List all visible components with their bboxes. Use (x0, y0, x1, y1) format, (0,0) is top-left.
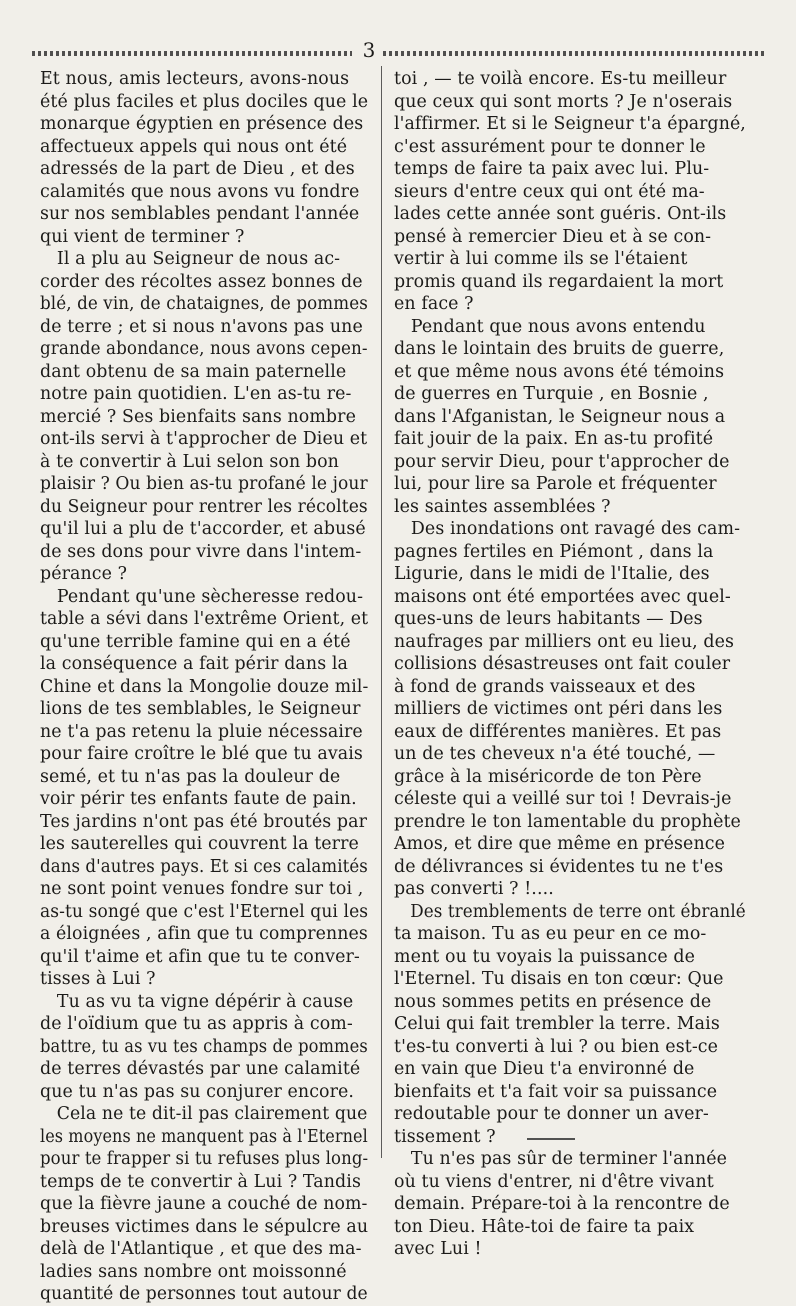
text-line: qu'une terrible famine qui en a été (40, 631, 351, 652)
text-line: la conséquence a fait périr dans la (40, 654, 348, 674)
text-line: dant obtenu de sa main paternelle (40, 361, 347, 382)
text-line: de terres dévastés par une calamité (40, 1059, 361, 1079)
text-line: l'Eternel. Tu disais en ton cœur: Que (394, 969, 724, 989)
page-number: 3 (362, 38, 376, 62)
text-line: tissement ? (394, 1126, 496, 1147)
text-line: bienfaits et t'a fait voir sa puissance (394, 1081, 718, 1102)
text-line: maisons ont été emportées avec quel- (394, 586, 731, 607)
text-line: voir périr tes enfants faute de pain. (40, 789, 357, 809)
text-line: Tu n'es pas sûr de terminer l'année (394, 1149, 727, 1169)
text-line: blé, de vin, de chataignes, de pommes (40, 294, 368, 314)
end-rule (527, 1138, 575, 1140)
text-line: ques-uns de leurs habitants — Des (394, 609, 703, 629)
text-line: où tu viens d'entrer, ni d'être vivant (394, 1171, 714, 1192)
text-line: grande abondance, nous avons cepen- (40, 339, 368, 359)
text-line: en face ? (394, 294, 474, 314)
text-line: Tes jardins n'ont pas été broutés par (40, 811, 367, 832)
text-line: du Seigneur pour rentrer les récoltes (40, 496, 368, 517)
text-line: un de tes cheveux n'a été touché, — (394, 744, 716, 764)
text-line: temps de te convertir à Lui ? Tandis (40, 1171, 361, 1192)
text-line: Des inondations ont ravagé des cam- (394, 519, 741, 539)
text-line: plaisir ? Ou bien as-tu profané le jour (40, 474, 368, 494)
text-line: dans l'Afganistan, le Seigneur nous a (394, 406, 726, 427)
text-line: de délivrances si évidentes tu ne t'es (394, 856, 724, 877)
text-line: promis quand ils regardaient la mort (394, 271, 724, 292)
text-line: redoutable pour te donner un aver- (394, 1104, 709, 1124)
text-line: eaux de différentes manières. Et pas (394, 721, 722, 742)
text-line: fait jouir de la paix. En as-tu profité (394, 429, 714, 449)
text-line: grâce à la miséricorde de ton Père (394, 766, 702, 787)
left-column (40, 68, 368, 1306)
text-line: de l'oïdium que tu as appris à com- (40, 1014, 353, 1034)
text-line: notre pain quotidien. L'en as-tu re- (40, 384, 352, 404)
text-line: mercié ? Ses bienfaits sans nombre (40, 406, 356, 427)
text-line: quantité de personnes tout autour de (40, 1284, 368, 1304)
text-line: sur nos semblables pendant l'année (40, 204, 360, 224)
text-line: semé, et tu n'as pas la douleur de (40, 766, 341, 787)
text-line: dans le lointain des bruits de guerre, (394, 339, 725, 359)
text-line: qu'il lui a plu de t'accorder, et abusé (40, 519, 366, 539)
text-line: nous sommes petits en présence de (394, 991, 712, 1012)
text-line: pérance ? (40, 564, 128, 584)
text-line: demain. Prépare-toi à la rencontre de (394, 1194, 730, 1214)
text-line: c'est assurément pour te donner le (394, 136, 706, 157)
text-line: monarque égyptien en présence des (40, 114, 364, 134)
text-line: Amos, et dire que même en présence (394, 834, 725, 854)
text-line: ne sont point venues fondre sur toi , (40, 879, 364, 899)
text-line: Pendant qu'une sècheresse redou- (40, 586, 364, 607)
text-line: breuses victimes dans le sépulcre au (40, 1216, 369, 1237)
text-line: qu'il t'aime et afin que tu te conver- (40, 946, 360, 967)
text-line: tisses à Lui ? (40, 969, 156, 989)
text-line: corder des récoltes assez bonnes de (40, 271, 363, 292)
text-line: et que même nous avons été témoins (394, 361, 725, 382)
text-line: prendre le ton lamentable du prophète (394, 811, 741, 832)
text-line: Celui qui fait trembler la terre. Mais (394, 1014, 720, 1034)
text-line: les moyens ne manquent pas à l'Eternel (40, 1126, 368, 1147)
text-line: lions de tes semblables, le Seigneur (40, 699, 361, 719)
text-line: de guerres en Turquie , en Bosnie , (394, 384, 709, 404)
text-line: affectueux appels qui nous ont été (40, 136, 348, 157)
text-line: as-tu songé que c'est l'Eternel qui les (40, 901, 369, 922)
text-line: pagnes fertiles en Piémont , dans la (394, 541, 714, 562)
header-rule-right (383, 51, 767, 56)
text-line: vertir à lui comme ils se l'étaient (394, 249, 688, 269)
text-line: que la fièvre jaune a couché de nom- (40, 1194, 368, 1214)
text-line: ment ou tu voyais la puissance de (394, 946, 695, 967)
text-line: temps de faire ta paix avec lui. Plu- (394, 159, 710, 179)
text-line: milliers de victimes ont péri dans les (394, 699, 723, 719)
text-line: pensé à remercier Dieu et à se con- (394, 226, 712, 247)
text-line: en vain que Dieu t'a environné de (394, 1059, 695, 1079)
text-line: naufrages par milliers ont eu lieu, des (394, 631, 735, 652)
text-line: delà de l'Atlantique , et que des ma- (40, 1239, 362, 1259)
text-line: adressés de la part de Dieu , et des (40, 159, 355, 179)
text-line: ladies sans nombre ont moissonné (40, 1261, 347, 1282)
text-line: Tu as vu ta vigne dépérir à cause (40, 991, 354, 1012)
text-line: ta maison. Tu as eu peur en ce mo- (394, 924, 707, 944)
text-line: de ses dons pour vivre dans l'intem- (40, 541, 362, 562)
text-line: sieurs d'entre ceux qui ont été ma- (394, 181, 705, 202)
text-line: calamités que nous avons vu fondre (40, 181, 360, 202)
text-line: ne t'a pas retenu la pluie nécessaire (40, 721, 363, 742)
text-line: pour te frapper si tu refuses plus long- (40, 1149, 369, 1169)
text-line: ton Dieu. Hâte-toi de faire ta paix (394, 1216, 695, 1237)
text-line: Il a plu au Seigneur de nous ac- (40, 249, 341, 269)
text-line: avec Lui ! (394, 1239, 482, 1259)
text-line: qui vient de terminer ? (40, 226, 245, 247)
text-line: collisions désastreuses ont fait couler (394, 654, 731, 674)
text-line: Ligurie, dans le midi de l'Italie, des (394, 564, 710, 584)
text-line: à fond de grands vaisseaux et des (394, 676, 696, 697)
text-line: les saintes assemblées ? (394, 496, 611, 517)
text-line: lui, pour lire sa Parole et fréquenter (394, 474, 717, 494)
text-line: Et nous, amis lecteurs, avons-nous (40, 69, 350, 89)
text-line: que ceux qui sont morts ? Je n'oserais (394, 91, 733, 112)
text-line: toi , — te voilà encore. Es-tu meilleur (394, 69, 727, 89)
column-divider (381, 66, 382, 1158)
text-line: Chine et dans la Mongolie douze mil- (40, 676, 369, 697)
text-line: de terre ; et si nous n'avons pas une (40, 316, 363, 337)
header-rule-left (32, 51, 352, 56)
text-line: Des tremblements de terre ont ébranlé (394, 901, 746, 922)
text-line: céleste qui a veillé sur toi ! Devrais-je (394, 789, 732, 809)
text-line: pour servir Dieu, pour t'approcher de (394, 451, 730, 472)
text-line: battre, tu as vu tes champs de pommes (40, 1036, 368, 1057)
text-line: que tu n'as pas su conjurer encore. (40, 1081, 355, 1102)
right-column (394, 68, 746, 1261)
text-line: pas converti ? !.... (394, 879, 554, 899)
text-line: à te convertir à Lui selon son bon (40, 451, 339, 472)
text-line: pour faire croître le blé que tu avais (40, 744, 363, 764)
text-line: table a sévi dans l'extrême Orient, et (40, 609, 369, 629)
text-line: été plus faciles et plus dociles que le (40, 91, 369, 112)
text-line: Pendant que nous avons entendu (394, 316, 706, 337)
text-line: lades cette année sont guéris. Ont-ils (394, 204, 727, 224)
text-line: Cela ne te dit-il pas clairement que (40, 1104, 368, 1124)
text-line: ont-ils servi à t'approcher de Dieu et (40, 429, 368, 449)
text-line: dans d'autres pays. Et si ces calamités (40, 856, 368, 877)
text-line: l'affirmer. Et si le Seigneur t'a épargné, (394, 114, 746, 134)
text-line: les sauterelles qui couvrent la terre (40, 834, 359, 854)
text-line: t'es-tu converti à lui ? ou bien est-ce (394, 1036, 719, 1057)
text-line: a éloignées , afin que tu comprennes (40, 924, 368, 944)
